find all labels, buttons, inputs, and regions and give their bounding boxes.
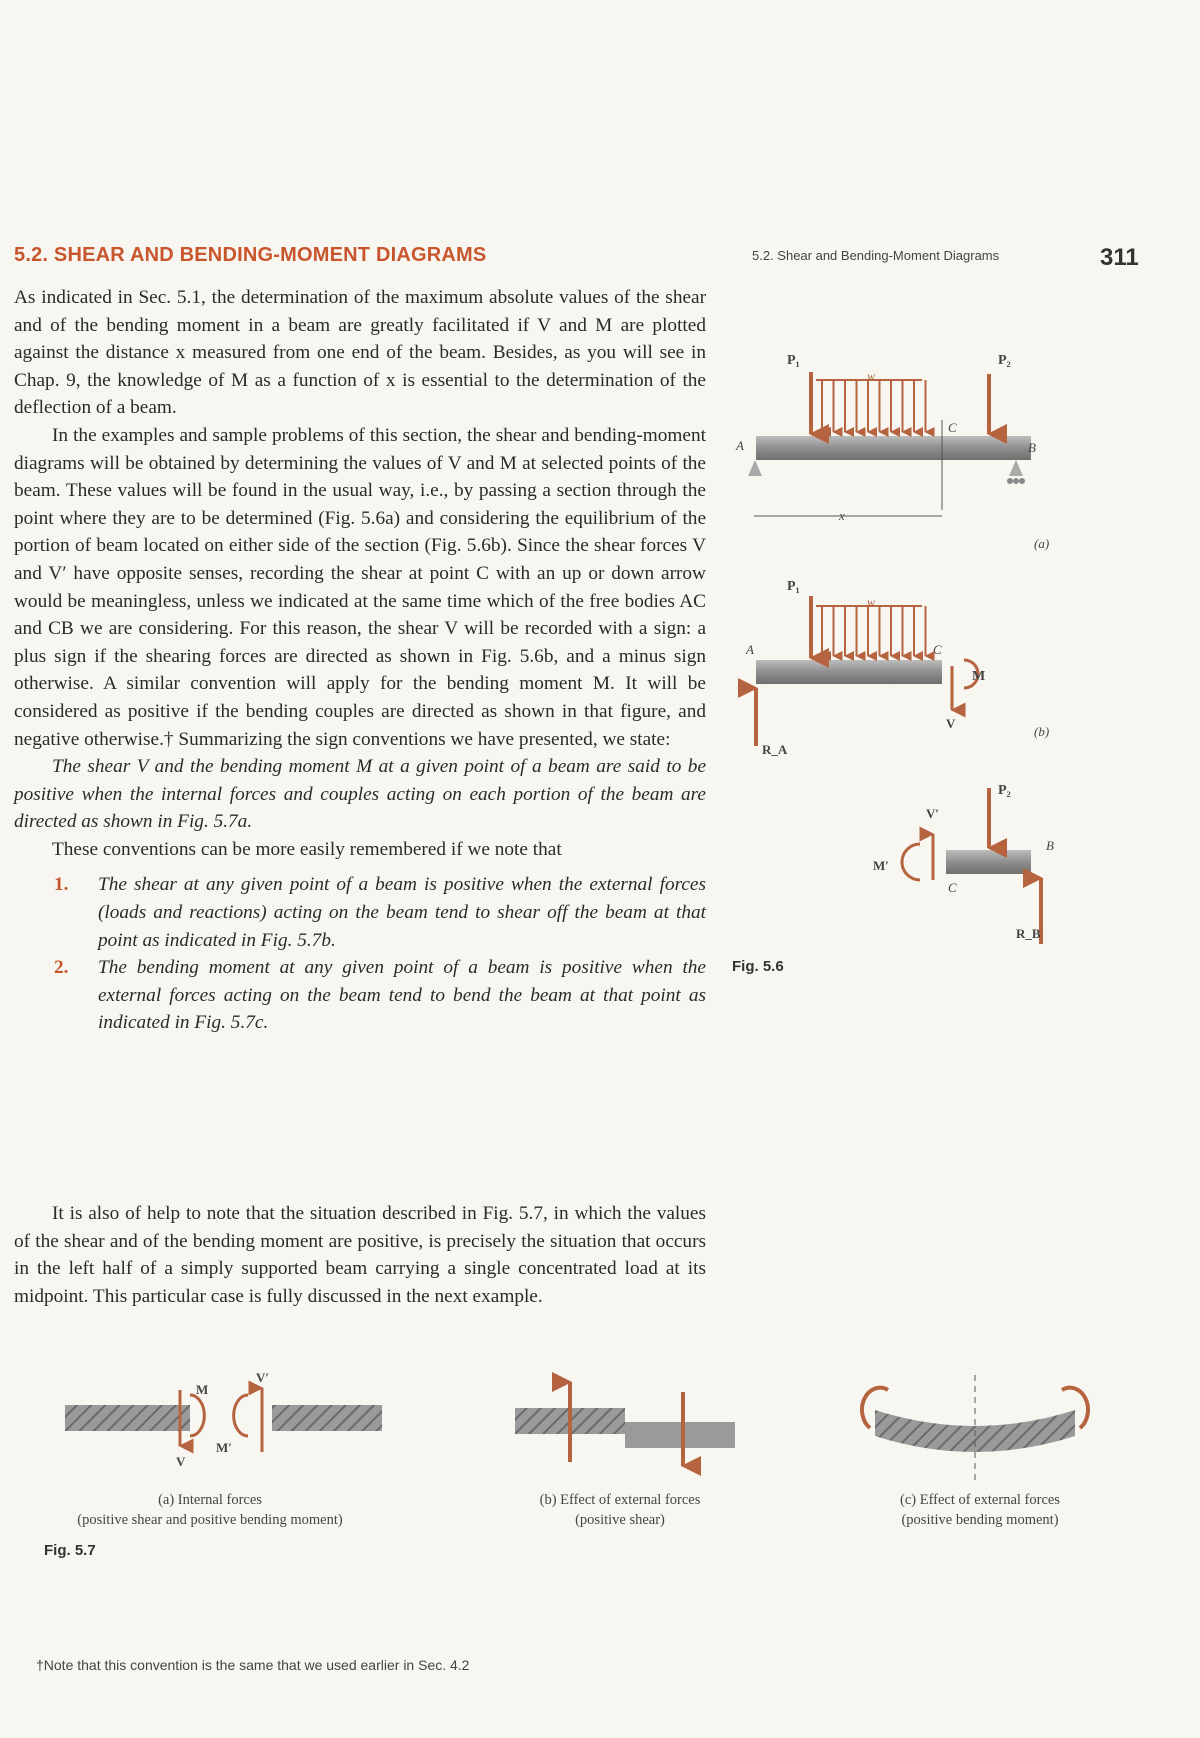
label-c-b2: C bbox=[948, 880, 957, 895]
section-title: 5.2. SHEAR AND BENDING-MOMENT DIAGRAMS bbox=[14, 244, 487, 266]
beam-ac bbox=[756, 660, 942, 684]
label-vp: V′ bbox=[926, 806, 940, 821]
fig-5-7c-caption-line2: (positive bending moment) bbox=[901, 1512, 1059, 1528]
fig-5-7b-caption bbox=[500, 1490, 740, 1530]
label-c-b: C bbox=[933, 642, 942, 657]
label-p1-b: P₁ bbox=[787, 579, 800, 594]
main-text-continued bbox=[14, 1200, 706, 1310]
fig-5-7a-caption bbox=[40, 1490, 380, 1530]
label-w-b: w bbox=[867, 595, 876, 609]
rules-list bbox=[14, 871, 706, 1037]
rule-item-1 bbox=[14, 871, 706, 954]
rule-text-2: The bending moment at any given point of a beam is positive when the external forces acting on the beam tend to bend the beam at that point as indicated in Fig. 5.7c. bbox=[98, 957, 706, 1034]
beam-right-sheared bbox=[625, 1422, 735, 1448]
label-a: A bbox=[736, 438, 744, 453]
figure-5-6a bbox=[735, 353, 1049, 551]
label-m-a: M bbox=[196, 1382, 209, 1397]
main-text bbox=[14, 284, 706, 1037]
label-a-b: A bbox=[746, 642, 754, 657]
label-b: B bbox=[1028, 440, 1036, 455]
rule-number-1: 1. bbox=[54, 874, 69, 896]
paragraph-3: These conventions can be more easily remembered if we note that bbox=[52, 838, 562, 860]
label-ra: R_A bbox=[762, 742, 788, 757]
label-p2-b: P₂ bbox=[998, 783, 1011, 798]
moment-mp-arrow-a bbox=[234, 1395, 248, 1436]
figure-5-7c bbox=[862, 1375, 1088, 1480]
label-vp-a: V′ bbox=[256, 1370, 270, 1385]
label-w: w bbox=[867, 369, 876, 383]
label-p2: P₂ bbox=[998, 353, 1011, 368]
beam bbox=[756, 436, 1031, 460]
label-rb: R_B bbox=[1016, 926, 1041, 941]
fig-5-7-label: Fig. 5.7 bbox=[44, 1542, 96, 1559]
moment-mp-arrow bbox=[902, 844, 920, 880]
label-p1: P₁ bbox=[787, 353, 800, 368]
running-head: 5.2. Shear and Bending-Moment Diagrams bbox=[752, 248, 1000, 263]
label-x: x bbox=[839, 508, 845, 523]
figure-5-6b-right bbox=[873, 783, 1054, 944]
moment-m-arrow-a bbox=[190, 1395, 204, 1436]
figure-5-6 bbox=[726, 350, 1056, 950]
roller-support-b bbox=[1009, 460, 1023, 476]
paragraph-sign-convention: The shear V and the bending moment M at a given point of a beam are said to be positive when the internal forces and couples acting on each portion of the beam are directed as shown in Fig. 5.7a. bbox=[14, 756, 706, 833]
beam-cb bbox=[946, 850, 1031, 874]
label-m: M bbox=[972, 669, 986, 684]
fig-5-7b-caption-line2: (positive shear) bbox=[575, 1512, 665, 1528]
label-v: V bbox=[946, 716, 956, 731]
paragraph-1: As indicated in Sec. 5.1, the determination of the maximum absolute values of the shear and of the bending moment in a beam are greatly facilitated if V and M are plotted against the distance x measured from one end of the beam. Besides, as you will see in Chap. 9, the knowledge of M as a function of x is essential to the determination of the deflection of a beam. bbox=[14, 287, 706, 419]
figure-5-6b bbox=[745, 579, 1049, 757]
pin-support-a bbox=[748, 460, 762, 476]
fig-5-7a-caption-line1: (a) Internal forces bbox=[158, 1492, 262, 1508]
beam-right-part bbox=[272, 1405, 382, 1431]
fig-5-7a-caption-line2: (positive shear and positive bending moment) bbox=[77, 1512, 343, 1528]
paragraph-2: In the examples and sample problems of this section, the shear and bending-moment diagrams will be obtained by determining the values of V and M at selected points of the beam. These values will be found in the usual way, i.e., by passing a section through the point where they are to be determined (Fig. 5.6a) and considering the equilibrium of the portion of beam located on either side of the section (Fig. 5.6b). Since the shear forces V and V′ have opposite senses, recording the shear at point C with an up or down arrow would be meaningless, unless we indicated at the same time which of the free bodies AC and CB we are considering. For this reason, the shear V will be recorded with a sign: a plus sign if the shearing forces are directed as shown in Fig. 5.6b, and a minus sign otherwise. A similar convention will apply for the bending moment M. It will be considered as positive if the bending couples are directed as shown in that figure, and negative otherwise.† Summarizing the sign conventions we have presented, we state: bbox=[14, 424, 706, 750]
beam-left-part bbox=[65, 1405, 190, 1431]
label-c: C bbox=[948, 420, 957, 435]
page-number: 311 bbox=[1100, 244, 1139, 271]
tag-b: (b) bbox=[1034, 724, 1050, 739]
label-v-a: V bbox=[176, 1454, 186, 1469]
label-mp-a: M′ bbox=[216, 1440, 232, 1455]
fig-5-6-label: Fig. 5.6 bbox=[732, 958, 784, 975]
figure-5-7 bbox=[40, 1370, 1120, 1510]
rule-text-1: The shear at any given point of a beam is positive when the external forces (loads and reactions) acting on the beam tend to shear off the beam at that point as indicated in Fig. 5.7b. bbox=[98, 874, 706, 951]
figure-5-7a bbox=[65, 1370, 382, 1469]
fig-5-7c-caption bbox=[860, 1490, 1100, 1530]
label-b-b2: B bbox=[1046, 838, 1054, 853]
label-mp: M′ bbox=[873, 858, 889, 873]
paragraph-4: It is also of help to note that the situation described in Fig. 5.7, in which the values of the shear and of the bending moment are positive, is precisely the situation that occurs in the left half of a simply supported beam carrying a single concentrated load at its midpoint. This particular case is fully discussed in the next example. bbox=[14, 1203, 706, 1307]
fig-5-7b-caption-line1: (b) Effect of external forces bbox=[539, 1492, 701, 1508]
figure-5-7b bbox=[515, 1382, 735, 1466]
footnote: †Note that this convention is the same that we used earlier in Sec. 4.2 bbox=[36, 1657, 470, 1673]
rule-number-2: 2. bbox=[54, 957, 69, 979]
tag-a: (a) bbox=[1034, 536, 1050, 551]
fig-5-7c-caption-line1: (c) Effect of external forces bbox=[900, 1492, 1060, 1508]
rule-item-2 bbox=[14, 954, 706, 1037]
